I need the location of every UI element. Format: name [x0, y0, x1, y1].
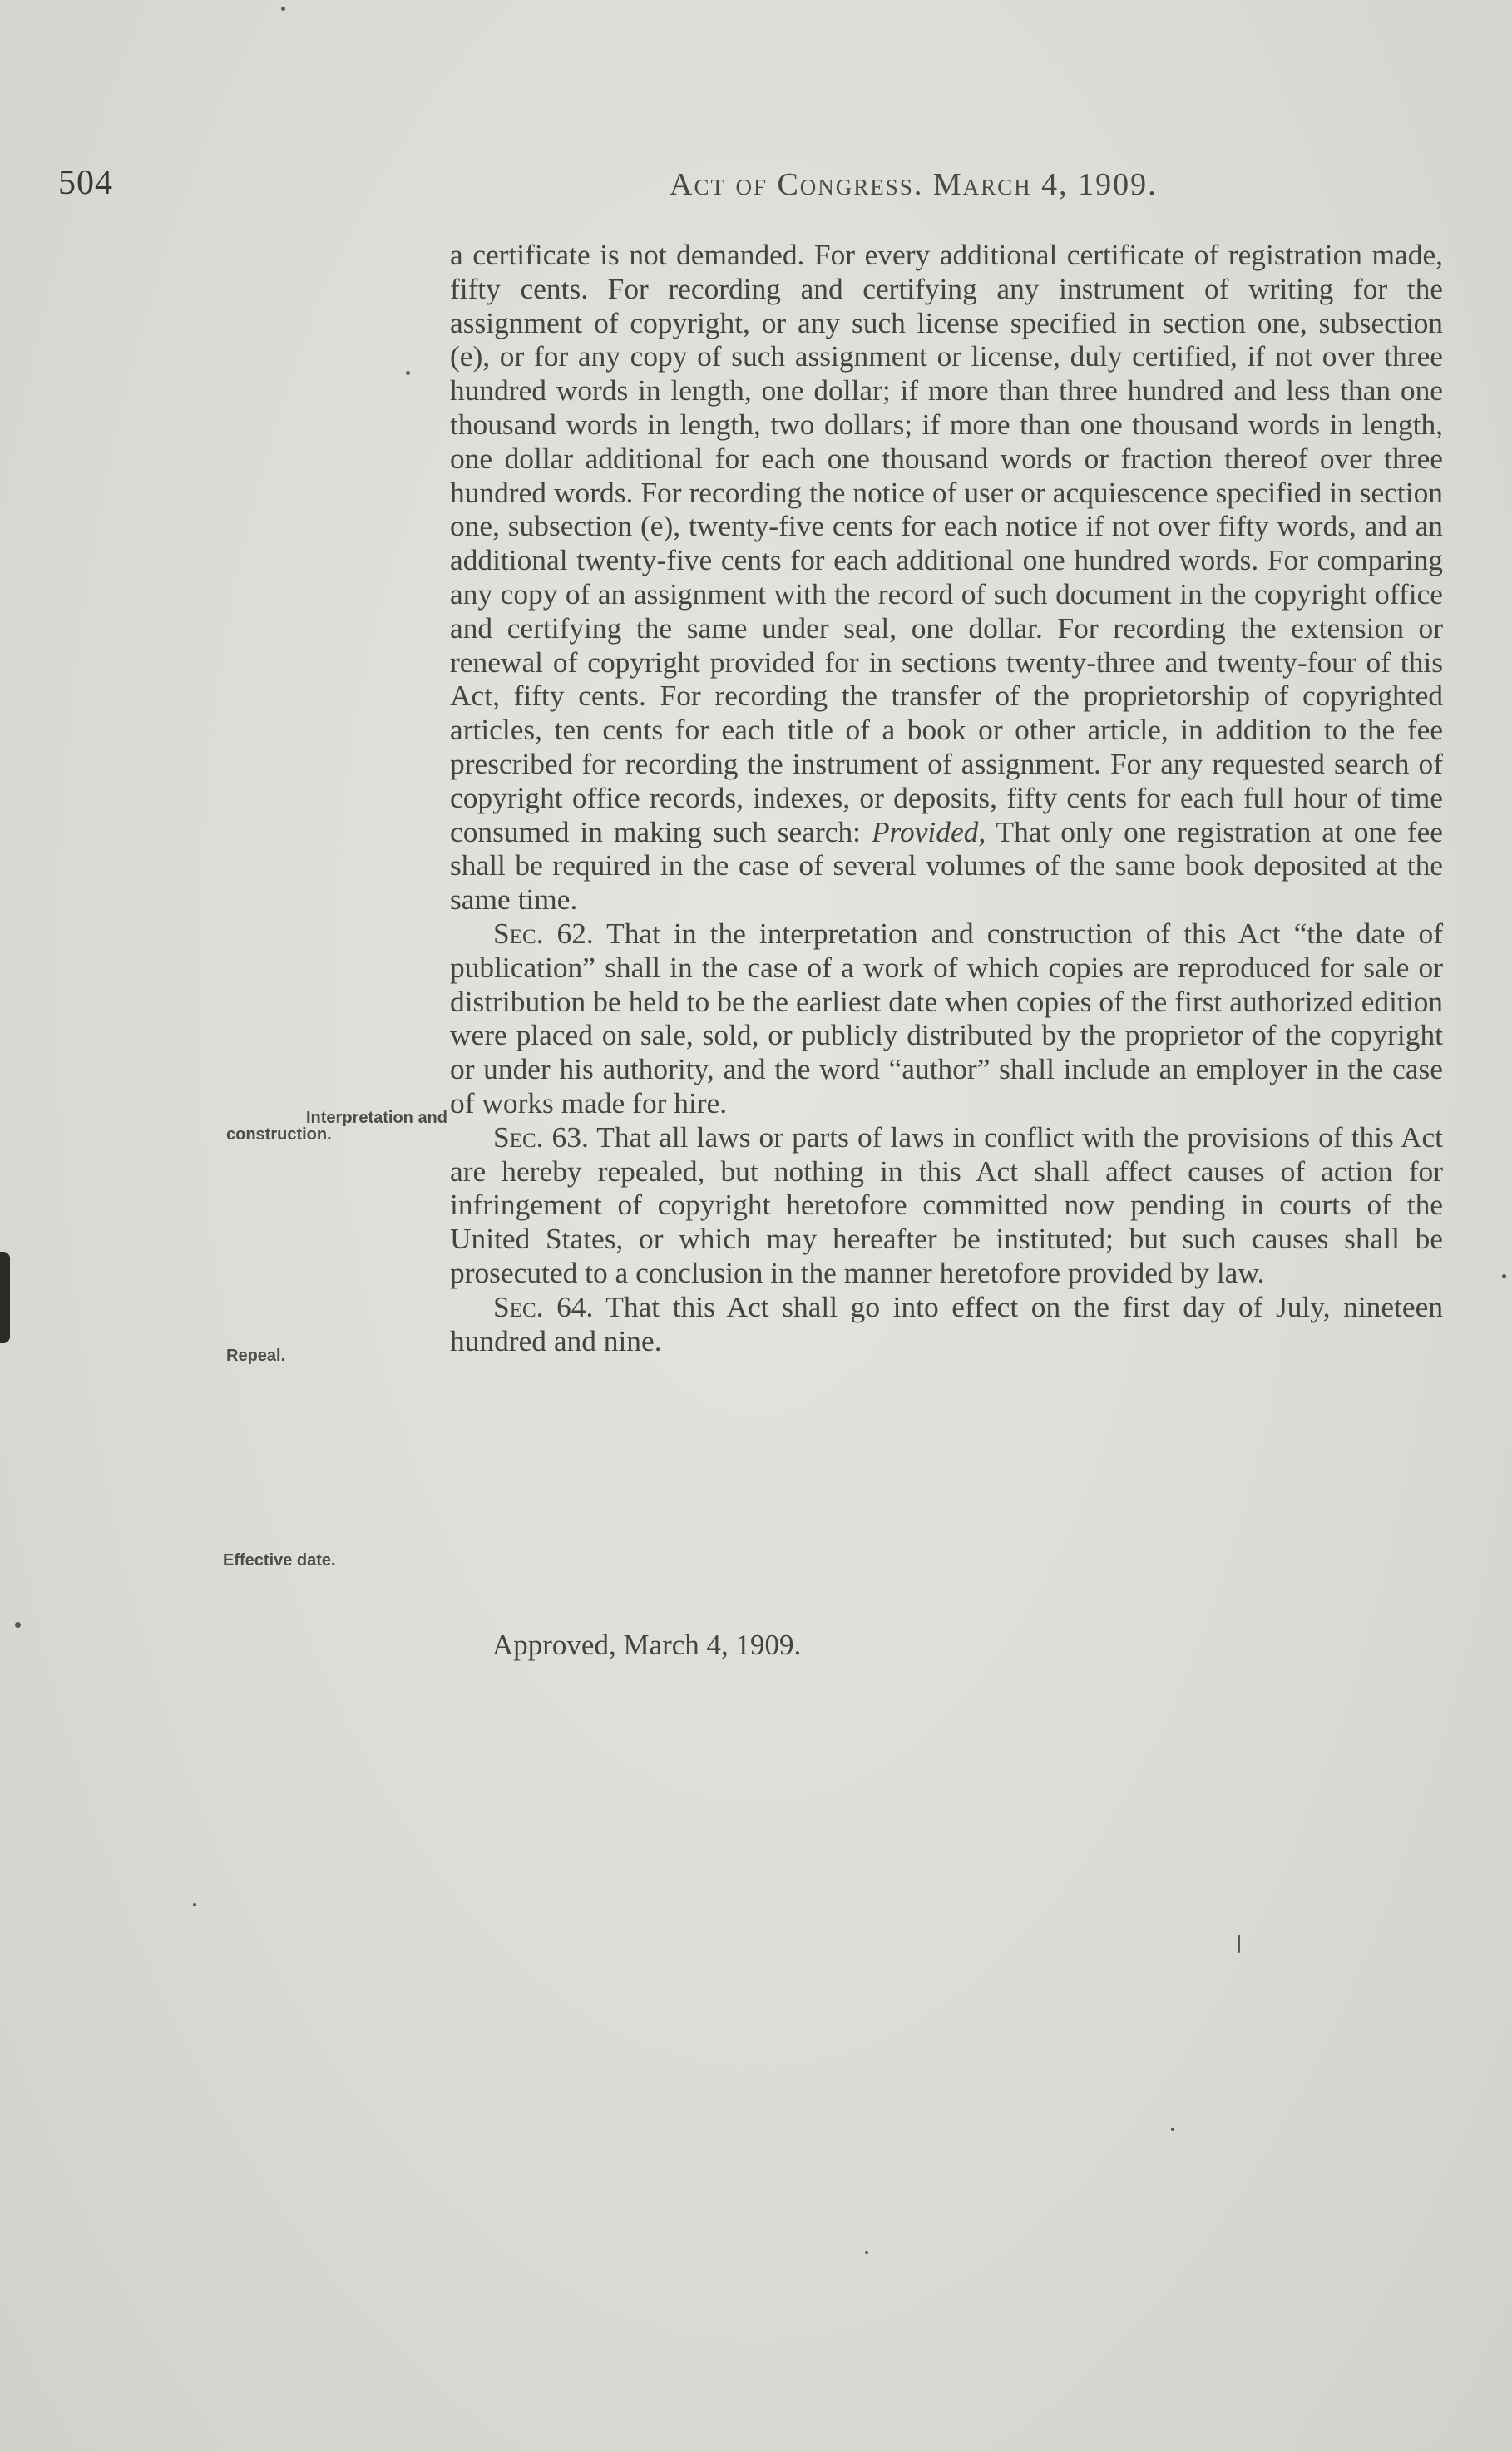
approval-line: Approved, March 4, 1909. — [492, 1629, 802, 1661]
body-text — [450, 238, 1443, 1357]
running-head — [58, 163, 1455, 213]
binding-shadow — [0, 1252, 10, 1343]
section-62-label: Sec. 62. — [493, 916, 594, 950]
section-62-text: That in the interpretation and construction of this Act “the date of publication” shall in the case of a work of which copies are reproduced for sale or distribution be held to be the earliest date when copies of the first authorized edition were placed on sale, sold, or publicly distributed by the proprietor of the copyright or under his authority, and the word “author” shall include an employer in the case of works made for hire. — [450, 916, 1444, 1120]
paper-speck — [193, 1903, 196, 1906]
section-64-label: Sec. 64. — [493, 1289, 594, 1323]
header-title: Act of Congress. March 4, 1909. — [670, 167, 1158, 202]
provided-word: Provided, — [871, 814, 986, 848]
paper-speck — [406, 371, 410, 375]
paper-speck — [1502, 1274, 1506, 1278]
fee-paragraph-text: a certificate is not demanded. For every additional certificate of registration made, fifty cents. For recording and certifying any instrument of writing for the assignment of copyright, or any such license specified in section one, subsection (e), or for any copy of such assignment or license, duly certified, if not over three hundred words in length, one dollar; if more than three hundred and less than one thousand words in length, two dollars; if more than one thousand words in length, one dollar additional for each one thousand words or fraction thereof over three hundred words. For recording the notice of user or acquiescence specified in section one, subsection (e), twenty-five cents for each notice if not over fifty words, and an additional twenty-five cents for each additional one hundred words. For comparing any copy of an assignment with the record of such document in the copyright office and certifying the same under seal, one dollar. For recording the extension or renewal of copyright provided for in sections twenty-three and twenty-four of this Act, fifty cents. For recording the transfer of the proprietorship of copyrighted articles, ten cents for each title of a book or other article, in addition to the fee prescribed for recording the instrument of assignment. For any requested search of copyright office records, indexes, or deposits, fifty cents for each full hour of time consumed in making such search: — [450, 238, 1443, 848]
section-63-label: Sec. 63. — [493, 1120, 589, 1154]
section-64-text: That this Act shall go into effect on the first day of July, nineteen hundred and nine. — [450, 1289, 1444, 1357]
margin-note-effective-date: Effective date. — [223, 1551, 336, 1570]
paper-speck — [281, 7, 285, 11]
section-64 — [450, 1290, 1443, 1358]
section-63 — [450, 1120, 1443, 1290]
margin-note-interpretation — [226, 1110, 447, 1143]
section-62 — [450, 917, 1443, 1120]
paper-speck — [1238, 1935, 1240, 1953]
margin-note-repeal: Repeal. — [226, 1347, 286, 1365]
paper-speck — [1171, 2128, 1174, 2131]
margin-note-interpretation-line1: Interpretation and — [305, 1109, 447, 1127]
section-63-text: That all laws or parts of laws in conflict with the provisions of this Act are hereby repealed, but nothing in this Act shall affect causes of action for infringement of copyright heretofore committed now pending in courts of the United States, or which may hereafter be instituted; but such causes shall be prosecuted to a conclusion in the manner heretofore provided by law. — [450, 1120, 1444, 1289]
fee-paragraph — [450, 238, 1443, 917]
paper-speck — [865, 2251, 868, 2254]
fee-paragraph-end: That only one registration at one fee shall be required in the case of several volumes of the same book deposited at the same time. — [450, 814, 1443, 917]
margin-note-interpretation-line2: construction. — [226, 1125, 332, 1144]
page-number: 504 — [58, 164, 113, 202]
paper-speck — [15, 1622, 21, 1628]
